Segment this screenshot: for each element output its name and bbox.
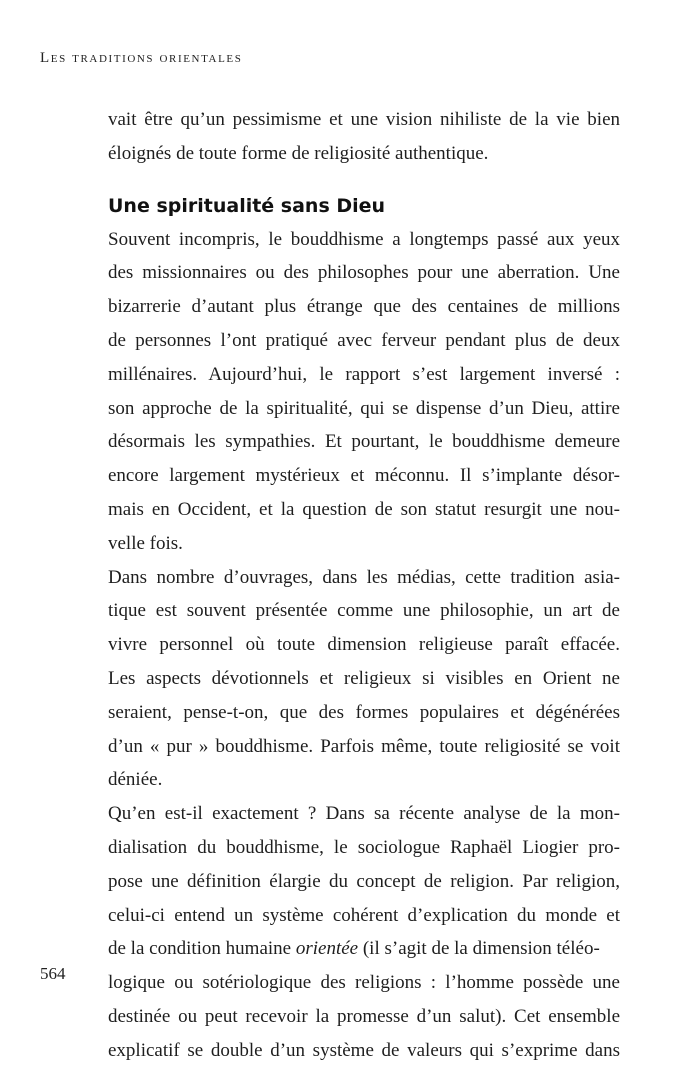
text-line: Les aspects dévotionnels et religieux si visibles en Orient ne: [108, 667, 620, 689]
text-line: encore largement mystérieux et méconnu. Il s’implante désor-: [108, 465, 620, 487]
text-line: dialisation du bouddhisme, le sociologue Raphaël Liogier pro-: [108, 836, 620, 858]
text-line: vait être qu’un pessimisme et une vision nihiliste de la vie bien: [108, 109, 620, 130]
text-line: bizarrerie d’autant plus étrange que des centaines de millions: [108, 296, 620, 318]
text-line: mais en Occident, et la question de son statut resurgit une nou-: [108, 498, 620, 520]
running-head: Les traditions orientales: [40, 50, 243, 66]
text-line: de personnes l’ont pratiqué avec ferveur pendant plus de deux: [108, 329, 620, 351]
text-line: vivre personnel où toute dimension religieuse paraît effacée.: [108, 634, 620, 656]
text-line: celui-ci entend un système cohérent d’explication du monde et: [108, 904, 620, 926]
italic-word: orientée: [295, 938, 359, 960]
text-line: éloignés de toute forme de religiosité authentique.: [108, 142, 489, 164]
section-heading: Une spiritualité sans Dieu: [108, 194, 386, 217]
text-line: millénaires. Aujourd’hui, le rapport s’est largement inversé :: [108, 363, 620, 385]
text-line: destinée ou peut recevoir la promesse d’un salut). Cet ensemble: [108, 1005, 620, 1027]
text-line: seraient, pense-t-on, que des formes populaires et dégénérées: [108, 701, 620, 723]
page-number: 564: [40, 964, 66, 983]
text-line: [108, 932, 620, 966]
text-line: pose une définition élargie du concept de religion. Par religion,: [108, 870, 620, 892]
text-run: (il s’agit de la dimension téléo-: [358, 938, 600, 960]
text-line: tique est souvent présentée comme une philosophie, un art de: [108, 600, 620, 622]
text-line: Dans nombre d’ouvrages, dans les médias, cette tradition asia-: [108, 566, 620, 588]
text-line: désormais les sympathies. Et pourtant, le bouddhisme demeure: [108, 431, 620, 453]
text-run: de la condition humaine: [108, 938, 296, 960]
text-line: d’un « pur » bouddhisme. Parfois même, toute religiosité se voit: [108, 735, 620, 757]
text-line: Souvent incompris, le bouddhisme a longtemps passé aux yeux: [108, 228, 620, 250]
text-line: déniée.: [108, 769, 163, 791]
text-line: Qu’en est-il exactement ? Dans sa récente analyse de la mon-: [108, 803, 620, 825]
body-text: [108, 103, 620, 1068]
text-line: des missionnaires ou des philosophes pour une aberration. Une: [108, 262, 620, 284]
text-line: velle fois.: [108, 532, 183, 554]
text-line: logique ou sotériologique des religions : l’homme possède une: [108, 972, 620, 994]
text-line: explicatif se double d’un système de valeurs qui s’exprime dans: [108, 1039, 620, 1061]
text-line: son approche de la spiritualité, qui se dispense d’un Dieu, attire: [108, 397, 620, 419]
